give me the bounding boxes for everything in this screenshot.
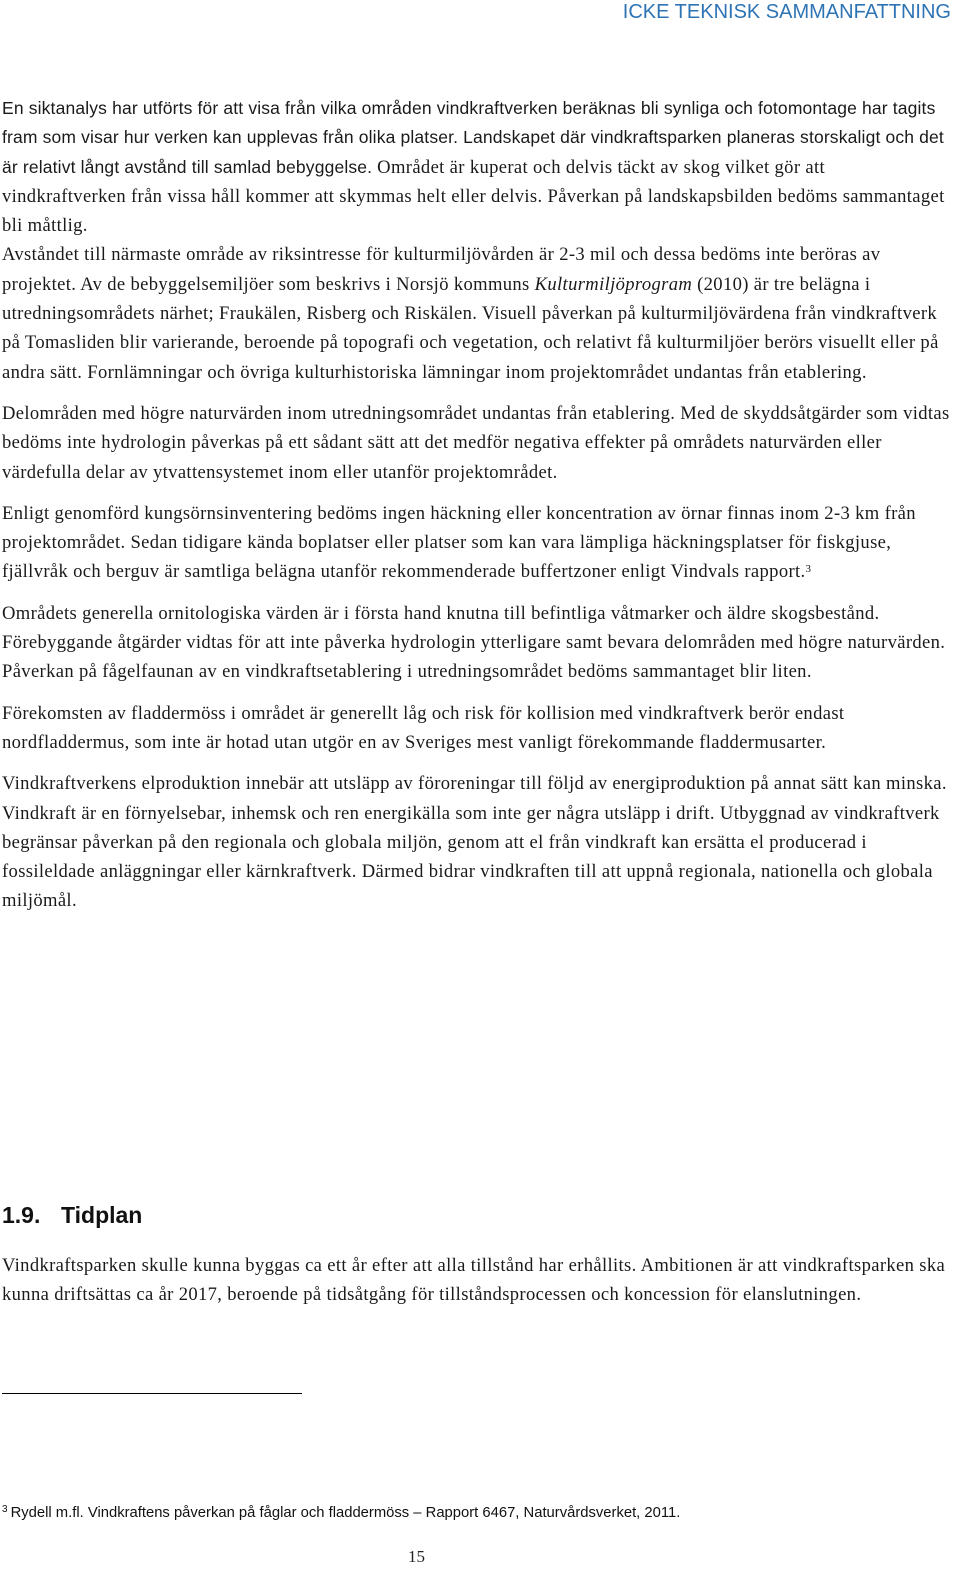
- paragraph-naturvarden: Delområden med högre naturvärden inom utredningsområdet undantas från etablering. Med de skyddsåtgärder som vidtas bedöms inte hydrologin påverkas på ett sådant sätt att det medför negativa effekter på områdets naturvärden eller värdefulla delar av ytvattensystemet inom eller utanför projektområdet.: [2, 402, 950, 483]
- paragraph-siktanalys: [2, 94, 950, 240]
- paragraph-elproduktion: Vindkraftverkens elproduktion innebär att utsläpp av föroreningar till följd av energiproduktion på annat sätt kan minska. Vindkraft är en förnyelsebar, inhemsk och ren energikälla som inte ger några utsläpp i drift. Utbyggnad av vindkraftverk begränsar påverkan på den regionala och globala miljön, genom att el från vindkraft kan ersätta el producerad i fossileldade anläggningar eller kärnkraftverk. Därmed bidrar vindkraften till att uppnå regionala, nationella och globala miljömål.: [2, 773, 947, 912]
- paragraph-kungsorn: [2, 499, 950, 587]
- footnote-reference[interactable]: 3: [805, 563, 812, 576]
- footnote-marker: 3: [2, 1504, 8, 1515]
- footnote-separator: [2, 1393, 302, 1394]
- page-number: 15: [408, 1547, 425, 1566]
- section-title: Tidplan: [61, 1202, 143, 1228]
- section-heading: [2, 1202, 142, 1229]
- footnote-text: Rydell m.fl. Vindkraftens påverkan på fåglar och fladdermöss – Rapport 6467, Naturvårdsverket, 2011.: [10, 1505, 681, 1521]
- footnote: [2, 1505, 680, 1521]
- paragraph-fladdermoss: Förekomsten av fladdermöss i området är generellt låg och risk för kollision med vindkraftverk berör endast nordfladdermus, som inte är hotad utan utgör en av Sveriges mest vanligt förekommande fladdermusarter.: [2, 702, 845, 753]
- paragraph-kulturmiljo-part1: Avståndet till närmaste område av riksintresse för kulturmiljövården är 2-3 mil och dessa bedöms inte beröras av projektet. Av de bebyggelsemiljöer som beskrivs i Norsjö kommuns: [2, 244, 881, 295]
- paragraph-kungsorn-text: Enligt genomförd kungsörnsinventering bedöms ingen häckning eller koncentration av örnar finnas inom 2-3 km från projektområdet. Sedan tidigare kända boplatser eller platser som kan vara lämpliga häckningsplatser för fiskgjuse, fjällvråk och berguv är samtliga belägna utanför rekommenderade buffertzoner enligt Vindvals rapport.: [2, 502, 916, 583]
- section-number: 1.9.: [2, 1202, 41, 1228]
- kulturmiljoprogram-title: Kulturmiljöprogram: [534, 273, 693, 295]
- paragraph-siktanalys-part2: Området är kuperat och delvis täckt av skog vilket gör att vindkraftverken från vissa håll kommer att skymmas helt eller delvis. Påverkan på landskapsbilden bedöms sammantaget bli måttlig.: [2, 156, 945, 237]
- paragraph-kulturmiljo: [2, 240, 950, 386]
- paragraph-siktanalys-part1: En siktanalys har utförts för att visa från vilka områden vindkraftverken beräknas bli synliga och fotomontage har tagits fram som visar hur verken kan upplevas från olika platser. Landskapet där vindkraftsparken planeras storskaligt och det är relativt långt avstånd till samlad bebyggelse.: [2, 98, 944, 177]
- running-header: ICKE TEKNISK SAMMANFATTNING: [622, 1, 951, 23]
- body-text: [2, 94, 950, 928]
- paragraph-kulturmiljo-part2: (2010) är tre belägna i utredningsområdets närhet; Fraukälen, Risberg och Riskälen. Visuell påverkan på kulturmiljövärdena från vindkraftverk på Tomasliden blir varierande, beroende på topografi och vegetation, och relativt få kulturmiljöer berörs visuellt eller på andra sätt. Fornlämningar och övriga kulturhistoriska lämningar inom projektområdet undantas från etablering.: [2, 273, 939, 383]
- paragraph-ornitologi: Områdets generella ornitologiska värden är i första hand knutna till befintliga våtmarker och äldre skogsbestånd. Förebyggande åtgärder vidtas för att inte påverka hydrologin ytterligare samt bevara delområden med högre naturvärden. Påverkan på fågelfaunan av en vindkraftsetablering i utredningsområdet bedöms sammantaget blir liten.: [2, 602, 946, 683]
- paragraph-tidplan: Vindkraftsparken skulle kunna byggas ca ett år efter att alla tillstånd har erhållits. Ambitionen är att vindkraftsparken ska kunna driftsättas ca år 2017, beroende på tidsåtgång för tillståndsprocessen och koncession för elanslutningen.: [2, 1255, 946, 1306]
